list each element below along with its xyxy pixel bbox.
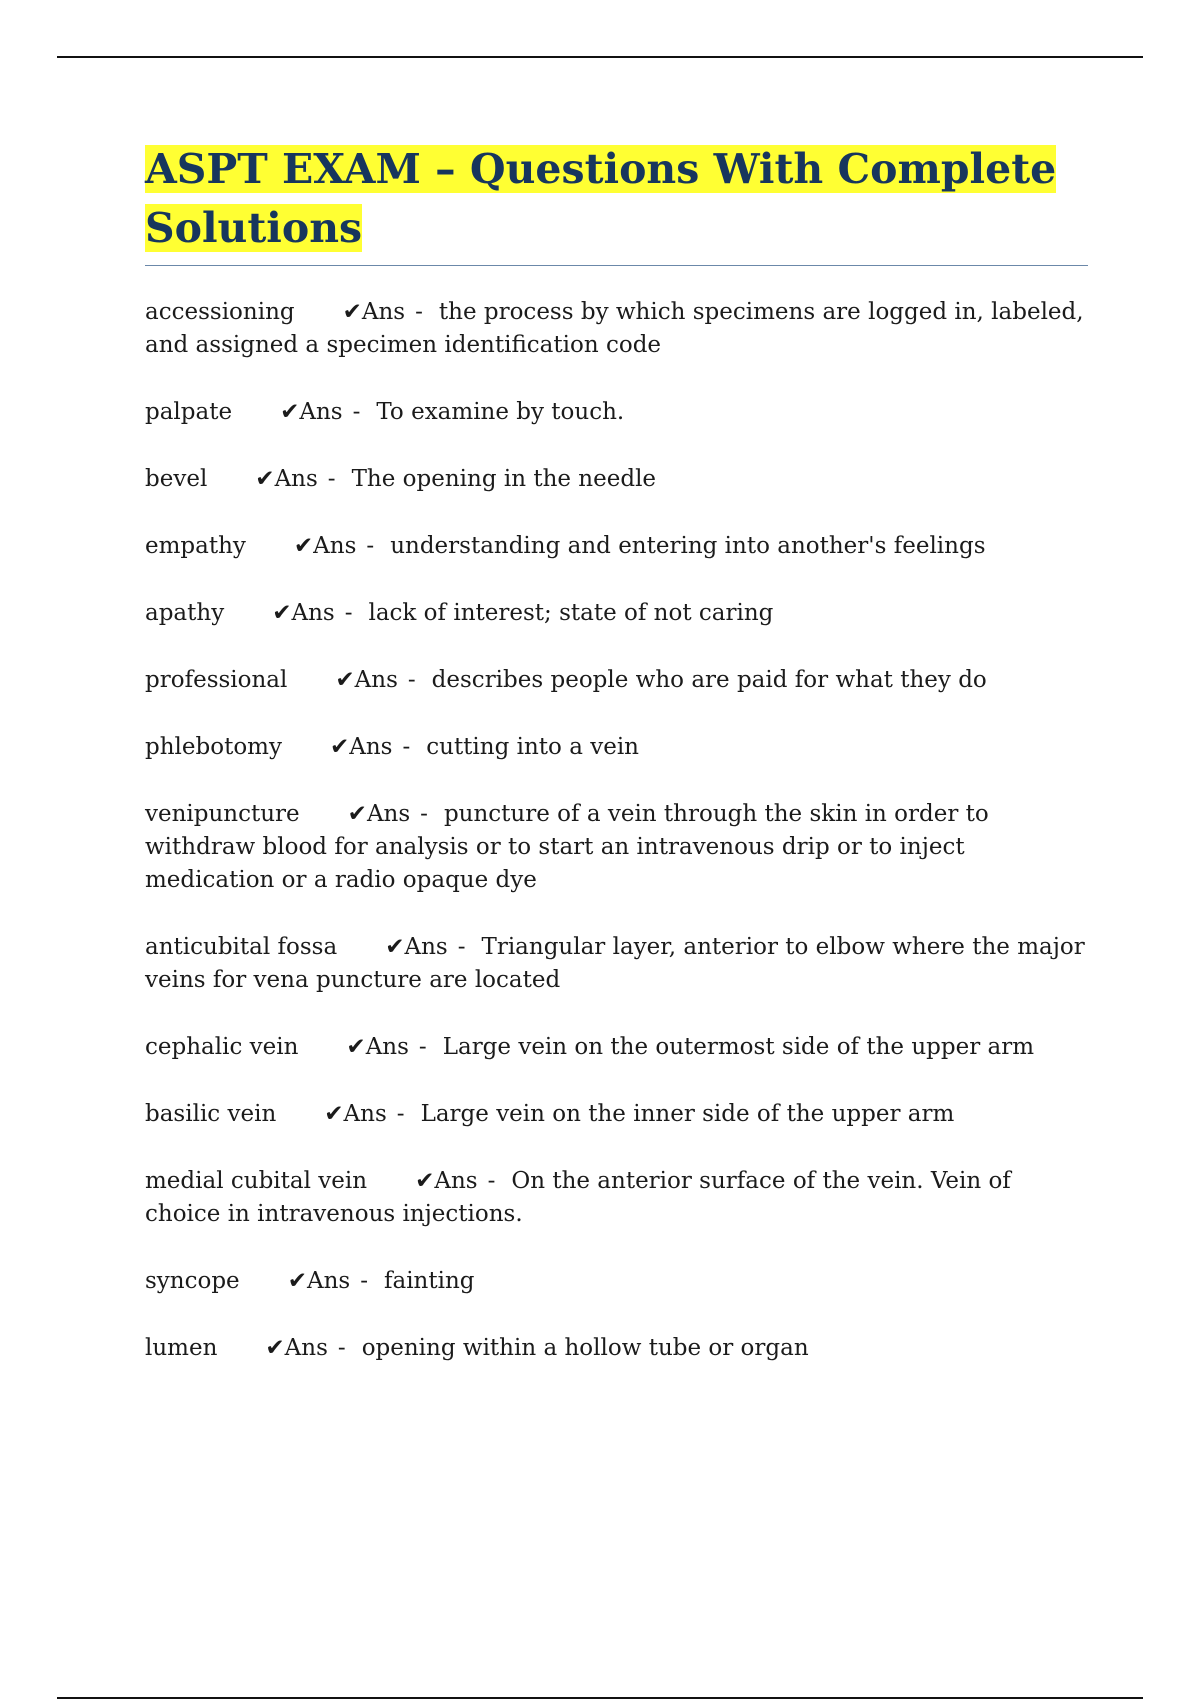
entry-term: accessioning — [145, 299, 295, 325]
qa-entry — [145, 1265, 1088, 1298]
entry-term: palpate — [145, 399, 233, 425]
entry-definition: the process by which specimens are logged in, labeled, and assigned a specimen identification code — [145, 299, 1084, 358]
answer-marker: ✔Ans — [415, 1168, 478, 1194]
qa-entry — [145, 731, 1088, 764]
answer-marker: ✔Ans — [346, 1034, 409, 1060]
answer-marker: ✔Ans — [287, 1268, 351, 1294]
entry-definition: Triangular layer, anterior to elbow where the major veins for vena puncture are located — [145, 934, 1085, 993]
document-body — [145, 140, 1088, 1399]
entry-term: phlebotomy — [145, 734, 282, 760]
qa-entry — [145, 296, 1088, 362]
entry-definition: fainting — [383, 1268, 475, 1294]
entry-term: medial cubital vein — [145, 1168, 368, 1194]
entry-definition: opening within a hollow tube or organ — [361, 1335, 809, 1361]
answer-marker: ✔Ans — [293, 533, 357, 559]
answer-separator: - — [366, 533, 375, 559]
footer-rule — [57, 1697, 1143, 1699]
answer-marker: ✔Ans — [335, 667, 398, 693]
entry-term: bevel — [145, 466, 208, 492]
qa-entry — [145, 931, 1088, 997]
entry-term: apathy — [145, 600, 225, 626]
answer-marker: ✔Ans — [329, 734, 393, 760]
entry-term: syncope — [145, 1268, 240, 1294]
answer-separator: - — [402, 734, 411, 760]
answer-separator: - — [407, 667, 416, 693]
entry-term: anticubital fossa — [145, 934, 338, 960]
qa-entry — [145, 798, 1088, 897]
answer-separator: - — [418, 1034, 427, 1060]
qa-entry — [145, 1098, 1088, 1131]
answer-marker: ✔Ans — [342, 299, 406, 325]
qa-entry — [145, 597, 1088, 630]
answer-marker: ✔Ans — [280, 399, 343, 425]
entry-term: basilic vein — [145, 1101, 277, 1127]
entry-definition: To examine by touch. — [376, 399, 625, 425]
answer-separator: - — [415, 299, 423, 325]
entry-definition: Large vein on the inner side of the upper arm — [420, 1101, 955, 1127]
answer-separator: - — [327, 466, 336, 492]
entry-term: professional — [145, 667, 288, 693]
answer-separator: - — [344, 600, 353, 626]
answer-separator: - — [487, 1168, 496, 1194]
qa-entry — [145, 396, 1088, 429]
entry-term: lumen — [145, 1335, 218, 1361]
entry-definition: On the anterior surface of the vein. Vein of choice in intravenous injections. — [145, 1168, 1011, 1227]
entry-term: empathy — [145, 533, 246, 559]
entry-definition: puncture of a vein through the skin in order to withdraw blood for analysis or to start an intravenous drip or to inject medication or a radio opaque dye — [145, 801, 989, 893]
qa-entry — [145, 463, 1088, 496]
answer-marker: ✔Ans — [272, 600, 335, 626]
title-underline — [145, 265, 1088, 266]
answer-separator: - — [457, 934, 466, 960]
qa-entry — [145, 1332, 1088, 1365]
qa-entry — [145, 530, 1088, 563]
answer-separator: - — [396, 1101, 405, 1127]
qa-list — [145, 296, 1088, 1365]
answer-separator: - — [337, 1335, 346, 1361]
entry-definition: understanding and entering into another's feelings — [390, 533, 986, 559]
answer-marker: ✔Ans — [324, 1101, 387, 1127]
entry-definition: describes people who are paid for what they do — [431, 667, 987, 693]
answer-marker: ✔Ans — [265, 1335, 328, 1361]
answer-separator: - — [352, 399, 361, 425]
header-rule — [57, 56, 1143, 58]
page-title-highlight: ASPT EXAM – Questions With Complete Solutions — [145, 145, 1057, 252]
entry-definition: The opening in the needle — [351, 466, 657, 492]
qa-entry — [145, 664, 1088, 697]
answer-separator: - — [420, 801, 428, 827]
qa-entry — [145, 1165, 1088, 1231]
answer-marker: ✔Ans — [347, 801, 411, 827]
answer-marker: ✔Ans — [385, 934, 448, 960]
answer-marker: ✔Ans — [255, 466, 318, 492]
entry-definition: Large vein on the outermost side of the upper arm — [442, 1034, 1035, 1060]
answer-separator: - — [360, 1268, 368, 1294]
entry-term: cephalic vein — [145, 1034, 299, 1060]
entry-term: venipuncture — [145, 801, 300, 827]
entry-definition: cutting into a vein — [426, 734, 639, 760]
entry-definition: lack of interest; state of not caring — [368, 600, 774, 626]
page-title — [145, 140, 1088, 258]
qa-entry — [145, 1031, 1088, 1064]
